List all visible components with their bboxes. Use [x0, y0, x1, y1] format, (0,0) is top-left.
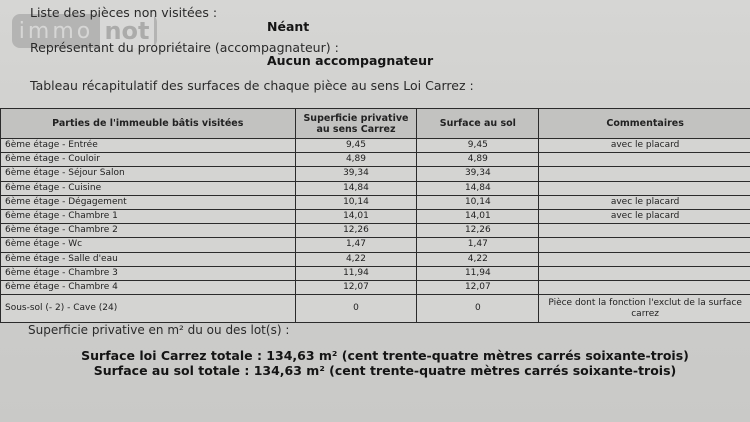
cell-carrez: 10,14 [295, 195, 417, 209]
table-row [1, 209, 750, 223]
cell-sol: 0 [417, 295, 539, 323]
cell-comment: avec le placard [539, 139, 750, 153]
watermark-left: immo [12, 14, 100, 48]
table-row [1, 238, 750, 252]
cell-sol: 4,22 [417, 252, 539, 266]
cell-piece: 6ème étage - Chambre 2 [1, 224, 296, 238]
cell-comment: avec le placard [539, 195, 750, 209]
cell-comment [539, 280, 750, 294]
table-header-row [1, 109, 750, 139]
cell-comment [539, 252, 750, 266]
cell-sol: 1,47 [417, 238, 539, 252]
cell-piece: 6ème étage - Salle d'eau [1, 252, 296, 266]
cell-piece: Sous-sol (- 2) - Cave (24) [1, 295, 296, 323]
cell-carrez: 12,07 [295, 280, 417, 294]
cell-carrez: 11,94 [295, 266, 417, 280]
cell-sol: 14,01 [417, 209, 539, 223]
cell-carrez: 9,45 [295, 139, 417, 153]
cell-sol: 9,45 [417, 139, 539, 153]
col-header-carrez: Superficie privative au sens Carrez [295, 109, 417, 139]
cell-piece: 6ème étage - Wc [1, 238, 296, 252]
cell-piece: 6ème étage - Entrée [1, 139, 296, 153]
table-intro: Tableau récapitulatif des surfaces de chaque pièce au sens Loi Carrez : [30, 78, 474, 93]
table-row [1, 167, 750, 181]
table-row [1, 266, 750, 280]
table-row [1, 181, 750, 195]
cell-sol: 10,14 [417, 195, 539, 209]
watermark-right: not [100, 14, 157, 48]
superficie-label: Superficie privative en m² du ou des lot(s) : [28, 323, 290, 337]
col-header-sol: Surface au sol [417, 109, 539, 139]
table-row [1, 252, 750, 266]
cell-carrez: 4,89 [295, 153, 417, 167]
cell-piece: 6ème étage - Couloir [1, 153, 296, 167]
cell-piece: 6ème étage - Chambre 3 [1, 266, 296, 280]
cell-sol: 14,84 [417, 181, 539, 195]
representative-value: Aucun accompagnateur [267, 53, 434, 68]
cell-carrez: 12,26 [295, 224, 417, 238]
representative-label: Représentant du propriétaire (accompagnateur) : [30, 40, 339, 55]
cell-sol: 4,89 [417, 153, 539, 167]
cell-carrez: 4,22 [295, 252, 417, 266]
cell-comment [539, 224, 750, 238]
cell-sol: 11,94 [417, 266, 539, 280]
total-sol: Surface au sol totale : 134,63 m² (cent trente-quatre mètres carrés soixante-trois) [93, 363, 677, 378]
table-row [1, 195, 750, 209]
cell-piece: 6ème étage - Séjour Salon [1, 167, 296, 181]
table-row [1, 153, 750, 167]
cell-piece: 6ème étage - Chambre 1 [1, 209, 296, 223]
cell-piece: 6ème étage - Cuisine [1, 181, 296, 195]
cell-carrez: 39,34 [295, 167, 417, 181]
cell-comment [539, 266, 750, 280]
cell-comment [539, 167, 750, 181]
cell-piece: 6ème étage - Dégagement [1, 195, 296, 209]
cell-sol: 12,07 [417, 280, 539, 294]
cell-carrez: 14,84 [295, 181, 417, 195]
table-row [1, 224, 750, 238]
total-carrez: Surface loi Carrez totale : 134,63 m² (cent trente-quatre mètres carrés soixante-trois) [81, 348, 689, 363]
cell-comment [539, 181, 750, 195]
col-header-piece: Parties de l'immeuble bâtis visitées [1, 109, 296, 139]
cell-sol: 39,34 [417, 167, 539, 181]
cell-carrez: 1,47 [295, 238, 417, 252]
table-row [1, 280, 750, 294]
unvisited-label: Liste des pièces non visitées : [30, 5, 218, 20]
col-header-comment: Commentaires [539, 109, 750, 139]
cell-sol: 12,26 [417, 224, 539, 238]
unvisited-value: Néant [267, 19, 310, 34]
cell-piece: 6ème étage - Chambre 4 [1, 280, 296, 294]
table-row [1, 295, 750, 323]
cell-comment [539, 153, 750, 167]
cell-comment: Pièce dont la fonction l'exclut de la surface carrez [539, 295, 750, 323]
cell-comment [539, 238, 750, 252]
cell-comment: avec le placard [539, 209, 750, 223]
cell-carrez: 0 [295, 295, 417, 323]
cell-carrez: 14,01 [295, 209, 417, 223]
surfaces-table [0, 108, 750, 323]
table-row [1, 139, 750, 153]
